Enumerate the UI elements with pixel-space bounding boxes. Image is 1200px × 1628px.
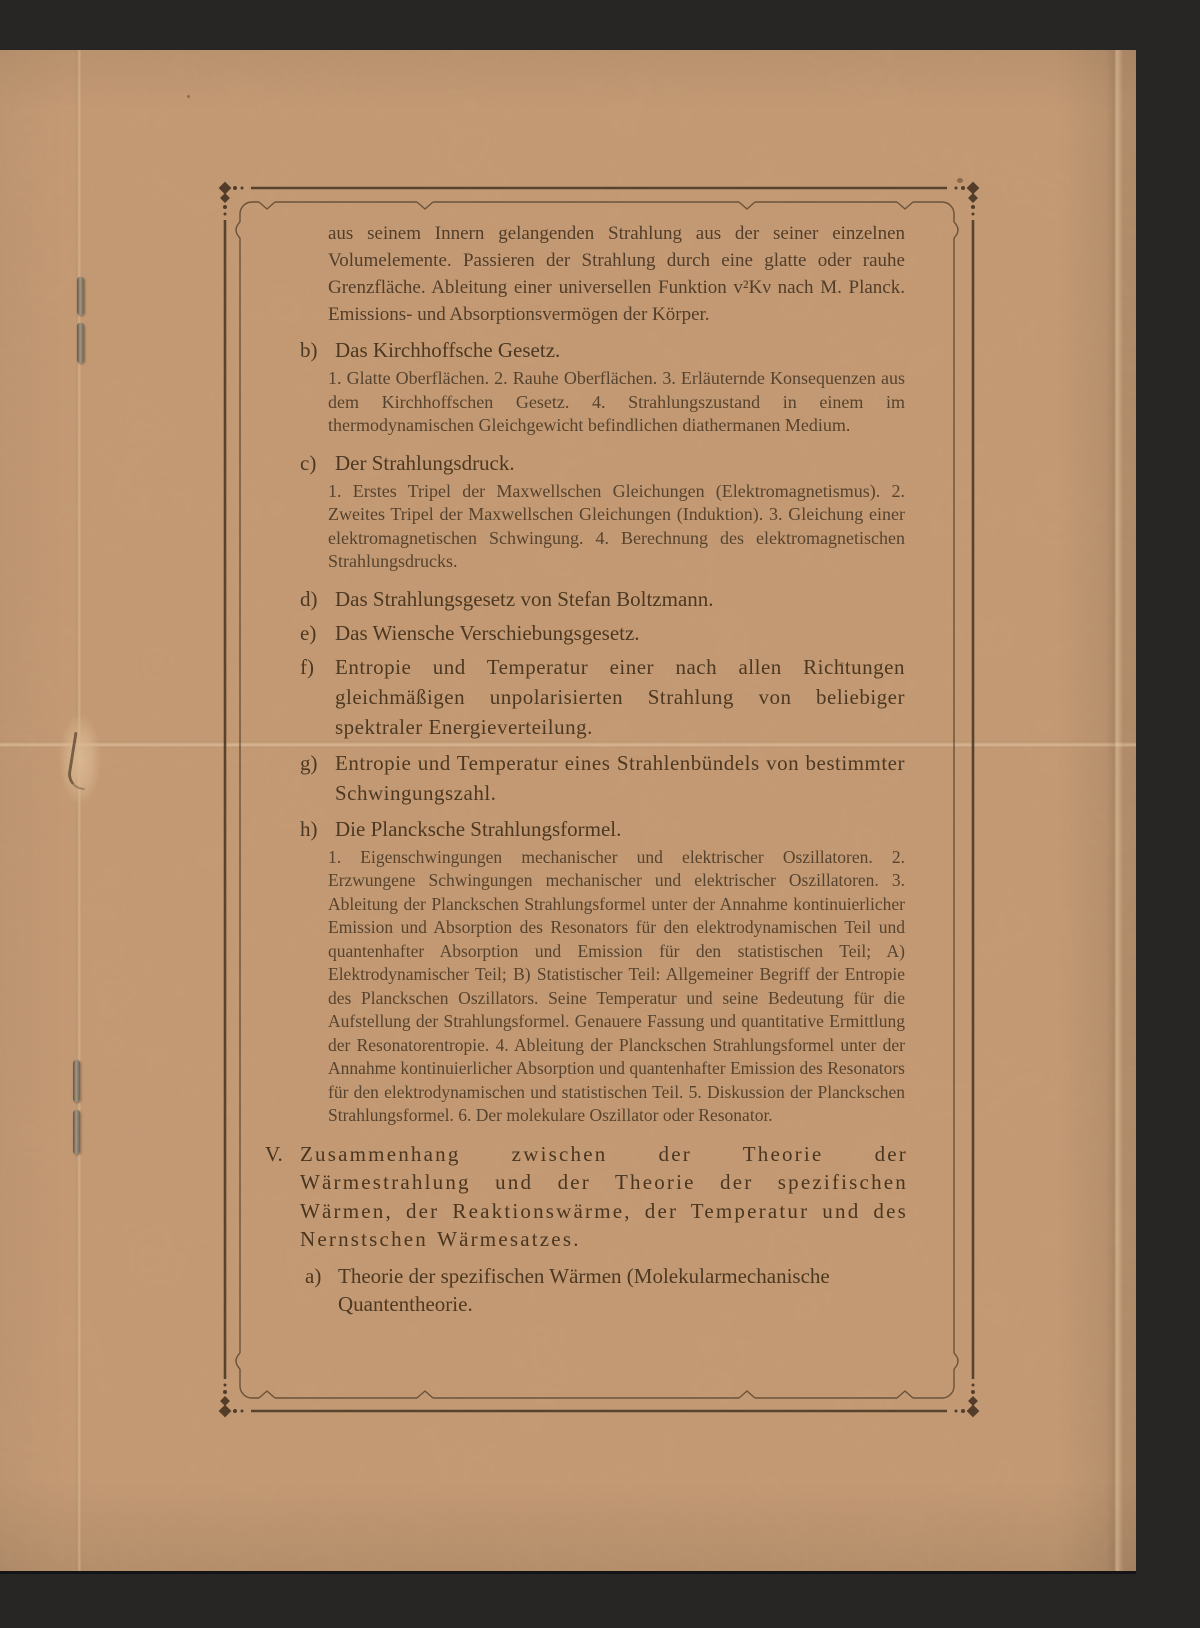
section-h-heading [300,814,905,844]
section-v-label: V. [265,1141,283,1166]
section-a-label: a) [305,1263,322,1288]
section-f-title: Entropie und Temperatur einer nach allen Richtungen gleichmäßigen unpolarisierten Strahlung von beliebiger spektraler Energieverteilung. [335,654,905,739]
section-b-title: Das Kirchhoffsche Gesetz. [335,338,561,362]
intro-continuation-paragraph: aus seinem Innern gelangenden Strahlung aus der seiner einzelnen Volumelemente. Passieren der Strahlung durch eine glatte oder rauhe Grenzfläche. Ableitung einer universellen Funktion v²Kν nach M. Planck. Emissions- und Absorptionsvermögen der Körper. [328,223,905,325]
section-e-title: Das Wiensche Verschiebungsgesetz. [335,620,640,645]
section-g-title: Entropie und Temperatur eines Strahlenbündels von bestimmter Schwingungszahl. [335,750,905,805]
paper-sheet [0,50,1136,1571]
section-c-label: c) [300,450,317,475]
section-c-title: Der Strahlungsdruck. [335,450,515,475]
section-h-detail: 1. Eigenschwingungen mechanischer und elektrischer Oszillatoren. 2. Erzwungene Schwingungen mechanischer und elektrischer Oszillatoren. 3. Ableitung der Planckschen Strahlungsformel unter der Annahme kontinuierlicher Emission und Absorption des Resonators für den elektrodynamischen Teil und quantenhafter Absorption und Emission für den statistischen Teil; A) Elektrodynamischer Teil; B) Statistischer Teil: Allgemeiner Begriff der Entropie des Planckschen Oszillators. Seine Temperatur und seine Bedeutung für die Aufstellung der Strahlungsformel. Genauere Fassung und quantitative Ermittlung der Resonatorentropie. 4. Ableitung der Planckschen Strahlungsformel unter der Annahme kontinuierlicher Absorption und quantenhafter Emission des Resonators für den elektrodynamischen und statistischen Teil. 5. Diskussion der Planckschen Strahlungsformel. 6. Der molekulare Oszillator oder Resonator. [328,846,905,1125]
section-a-heading [305,1262,875,1318]
section-f-label: f) [300,654,314,679]
tear-mark [66,732,94,790]
section-d-heading [300,584,905,614]
section-g-heading [300,748,905,808]
section-d-title: Das Strahlungsgesetz von Stefan Boltzmann. [335,586,714,611]
section-e-label: e) [300,620,317,645]
section-h-label: h) [300,816,318,841]
text-column [265,220,910,1318]
paper-tear [52,695,106,835]
paper-speck [957,178,963,183]
section-g-label: g) [300,750,318,775]
section-b-heading [300,335,905,365]
staple-bottom [73,1060,81,1154]
staple-top [77,277,85,363]
section-b-label: b) [300,338,318,362]
section-c-detail: 1. Erstes Tripel der Maxwellschen Gleichungen (Elektromagnetismus). 2. Zweites Tripel der Maxwellschen Gleichungen (Induktion). 3. Gleichung einer elektromagnetischen Schwingung. 4. Berechnung des elektromagnetischen Strahlungsdrucks. [328,480,905,571]
right-sheet-edge-crease [1106,50,1124,1571]
section-a-title: Theorie der spezifischen Wärmen (Molekularmechanische Quantentheorie. [338,1263,830,1316]
paper-speck [565,288,568,291]
section-d-label: d) [300,586,318,611]
section-c-heading [300,448,905,478]
section-f-heading [300,652,905,742]
section-h-title: Die Plancksche Strahlungsformel. [335,816,622,841]
paper-speck [840,662,844,665]
section-v-title: Zusammenhang zwischen der Theorie der Wärmestrahlung und der Theorie der spezifischen Wärmen, der Reaktionswärme, der Temperatur und des Nernstschen Wärmesatzes. [300,1141,908,1251]
section-v-heading [265,1140,908,1254]
section-b-detail: 1. Glatte Oberflächen. 2. Rauhe Oberflächen. 3. Erläuternde Konsequenzen aus dem Kirchhoffschen Gesetz. 4. Strahlungszustand in einem im thermodynamischen Gleichgewicht befindlichen diathermanen Medium. [328,368,905,435]
section-e-heading [300,618,905,648]
paper-speck [187,95,190,98]
